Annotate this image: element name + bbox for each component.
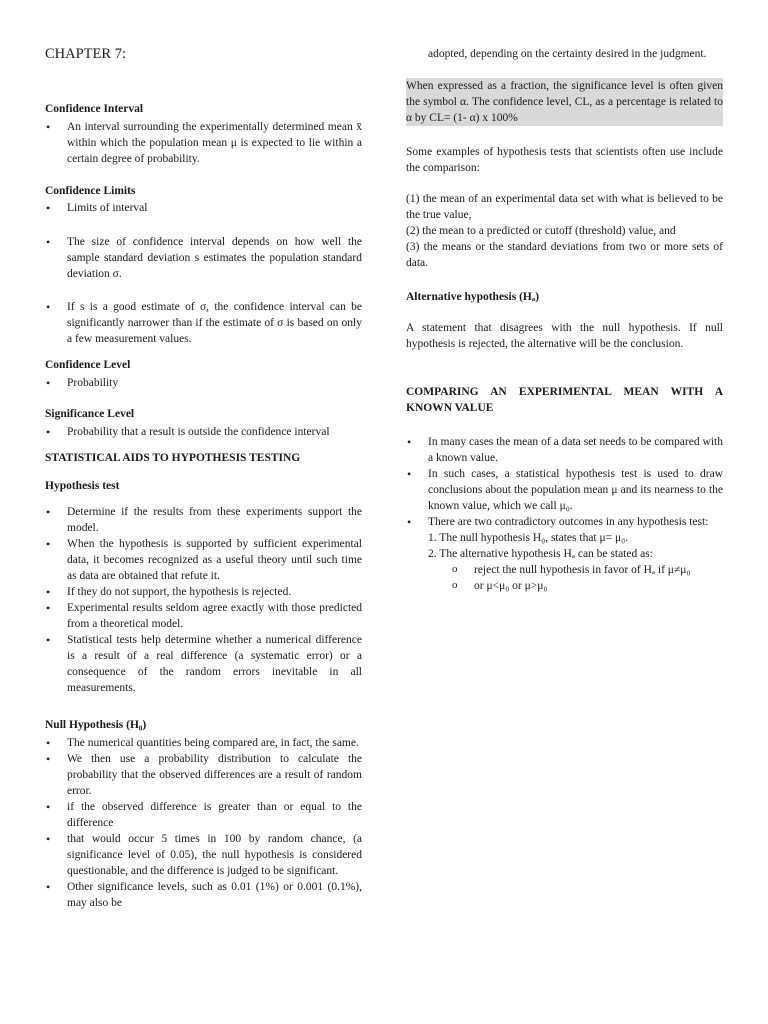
hypothesis-test-list (45, 504, 362, 696)
list-item: • Statistical tests help determine whether a numerical difference is a result of a real difference (a systematic error) or a consequence of the random errors inevitable in all measurements. (45, 632, 362, 696)
list-item: • When the hypothesis is supported by sufficient experimental data, it becomes recognized as a useful theory until such time as data are obtained that refute it. (45, 536, 362, 584)
list-item (406, 514, 723, 594)
null-hypothesis-heading: Null Hypothesis (H₀) (45, 719, 147, 731)
list-item: • In many cases the mean of a data set needs to be compared with a known value. (406, 434, 723, 466)
list-item: • that would occur 5 times in 100 by random chance, (a significance level of 0.05), the null hypothesis is considered questionable, and the difference is judged to be significant. (45, 831, 362, 879)
confidence-interval-list (45, 119, 362, 167)
alternative-hypothesis-text: A statement that disagrees with the null hypothesis. If null hypothesis is rejected, the alternative will be the conclusion. (406, 322, 723, 350)
confidence-limits-list-1 (45, 200, 362, 216)
null-hypothesis-list (45, 735, 362, 911)
sub-list-item: o reject the null hypothesis in favor of Hₐ if μ≠μ₀ (428, 562, 723, 578)
list-item: • Experimental results seldom agree exactly with those predicted from a theoretical model. (45, 600, 362, 632)
hypothesis-test-heading: Hypothesis test (45, 480, 120, 492)
confidence-limits-heading: Confidence Limits (45, 185, 136, 197)
outcome-2: 2. The alternative hypothesis Hₐ can be stated as: (428, 548, 653, 560)
outcome-sub-list (428, 562, 723, 594)
list-item: • Probability (45, 375, 362, 391)
example-item: (1) the mean of an experimental data set with what is believed to be the true value, (406, 193, 723, 221)
example-item: (3) the means or the standard deviations from two or more sets of data. (406, 241, 723, 269)
list-item-text: There are two contradictory outcomes in any hypothesis test: (428, 516, 709, 528)
list-item: • Limits of interval (45, 200, 362, 216)
list-item: • Determine if the results from these experiments support the model. (45, 504, 362, 536)
list-item: • If s is a good estimate of σ, the confidence interval can be significantly narrower than if the estimate of σ is based on only a few measurement values. (45, 299, 362, 347)
comparing-list (406, 434, 723, 594)
chapter-title: CHAPTER 7: (45, 46, 126, 62)
list-item: • We then use a probability distribution to calculate the probability that the observed differences are a result of random error. (45, 751, 362, 799)
continued-paragraph: adopted, depending on the certainty desired in the judgment. (428, 48, 707, 60)
examples-intro: Some examples of hypothesis tests that scientists often use include the comparison: (406, 146, 723, 174)
sub-list-item: o or μ<μ₀ or μ>μ₀ (428, 578, 723, 594)
list-item: • The numerical quantities being compared are, in fact, the same. (45, 735, 362, 751)
list-item: • If they do not support, the hypothesis is rejected. (45, 584, 362, 600)
comparing-heading: COMPARING AN EXPERIMENTAL MEAN WITH A KNOWN VALUE (406, 386, 723, 414)
outcome-1: 1. The null hypothesis H₀, states that μ= μ₀. (428, 532, 629, 544)
list-item: • An interval surrounding the experimentally determined mean x̄ within which the population mean μ is expected to lie within a certain degree of probability. (45, 119, 362, 167)
significance-level-heading: Significance Level (45, 408, 135, 420)
example-item: (2) the mean to a predicted or cutoff (threshold) value, and (406, 225, 676, 237)
significance-level-list (45, 424, 362, 440)
examples-list (406, 191, 723, 271)
confidence-level-list (45, 375, 362, 391)
list-item: • In such cases, a statistical hypothesis test is used to draw conclusions about the population mean μ and its nearness to the known value, which we call μ₀. (406, 466, 723, 514)
confidence-limits-list-2 (45, 234, 362, 282)
statistical-aids-heading: STATISTICAL AIDS TO HYPOTHESIS TESTING (45, 452, 301, 464)
list-item: • Probability that a result is outside the confidence interval (45, 424, 362, 440)
confidence-limits-list-3 (45, 299, 362, 347)
alpha-paragraph: When expressed as a fraction, the significance level is often given the symbol α. The confidence level, CL, as a percentage is related to α by CL= (1- α) x 100% (406, 80, 723, 124)
list-item: • The size of confidence interval depends on how well the sample standard deviation s estimates the population standard deviation σ. (45, 234, 362, 282)
alternative-hypothesis-heading: Alternative hypothesis (Hₐ) (406, 291, 540, 303)
confidence-interval-heading: Confidence Interval (45, 103, 144, 115)
list-item: • if the observed difference is greater than or equal to the difference (45, 799, 362, 831)
confidence-level-heading: Confidence Level (45, 359, 131, 371)
list-item: • Other significance levels, such as 0.01 (1%) or 0.001 (0.1%), may also be (45, 879, 362, 911)
